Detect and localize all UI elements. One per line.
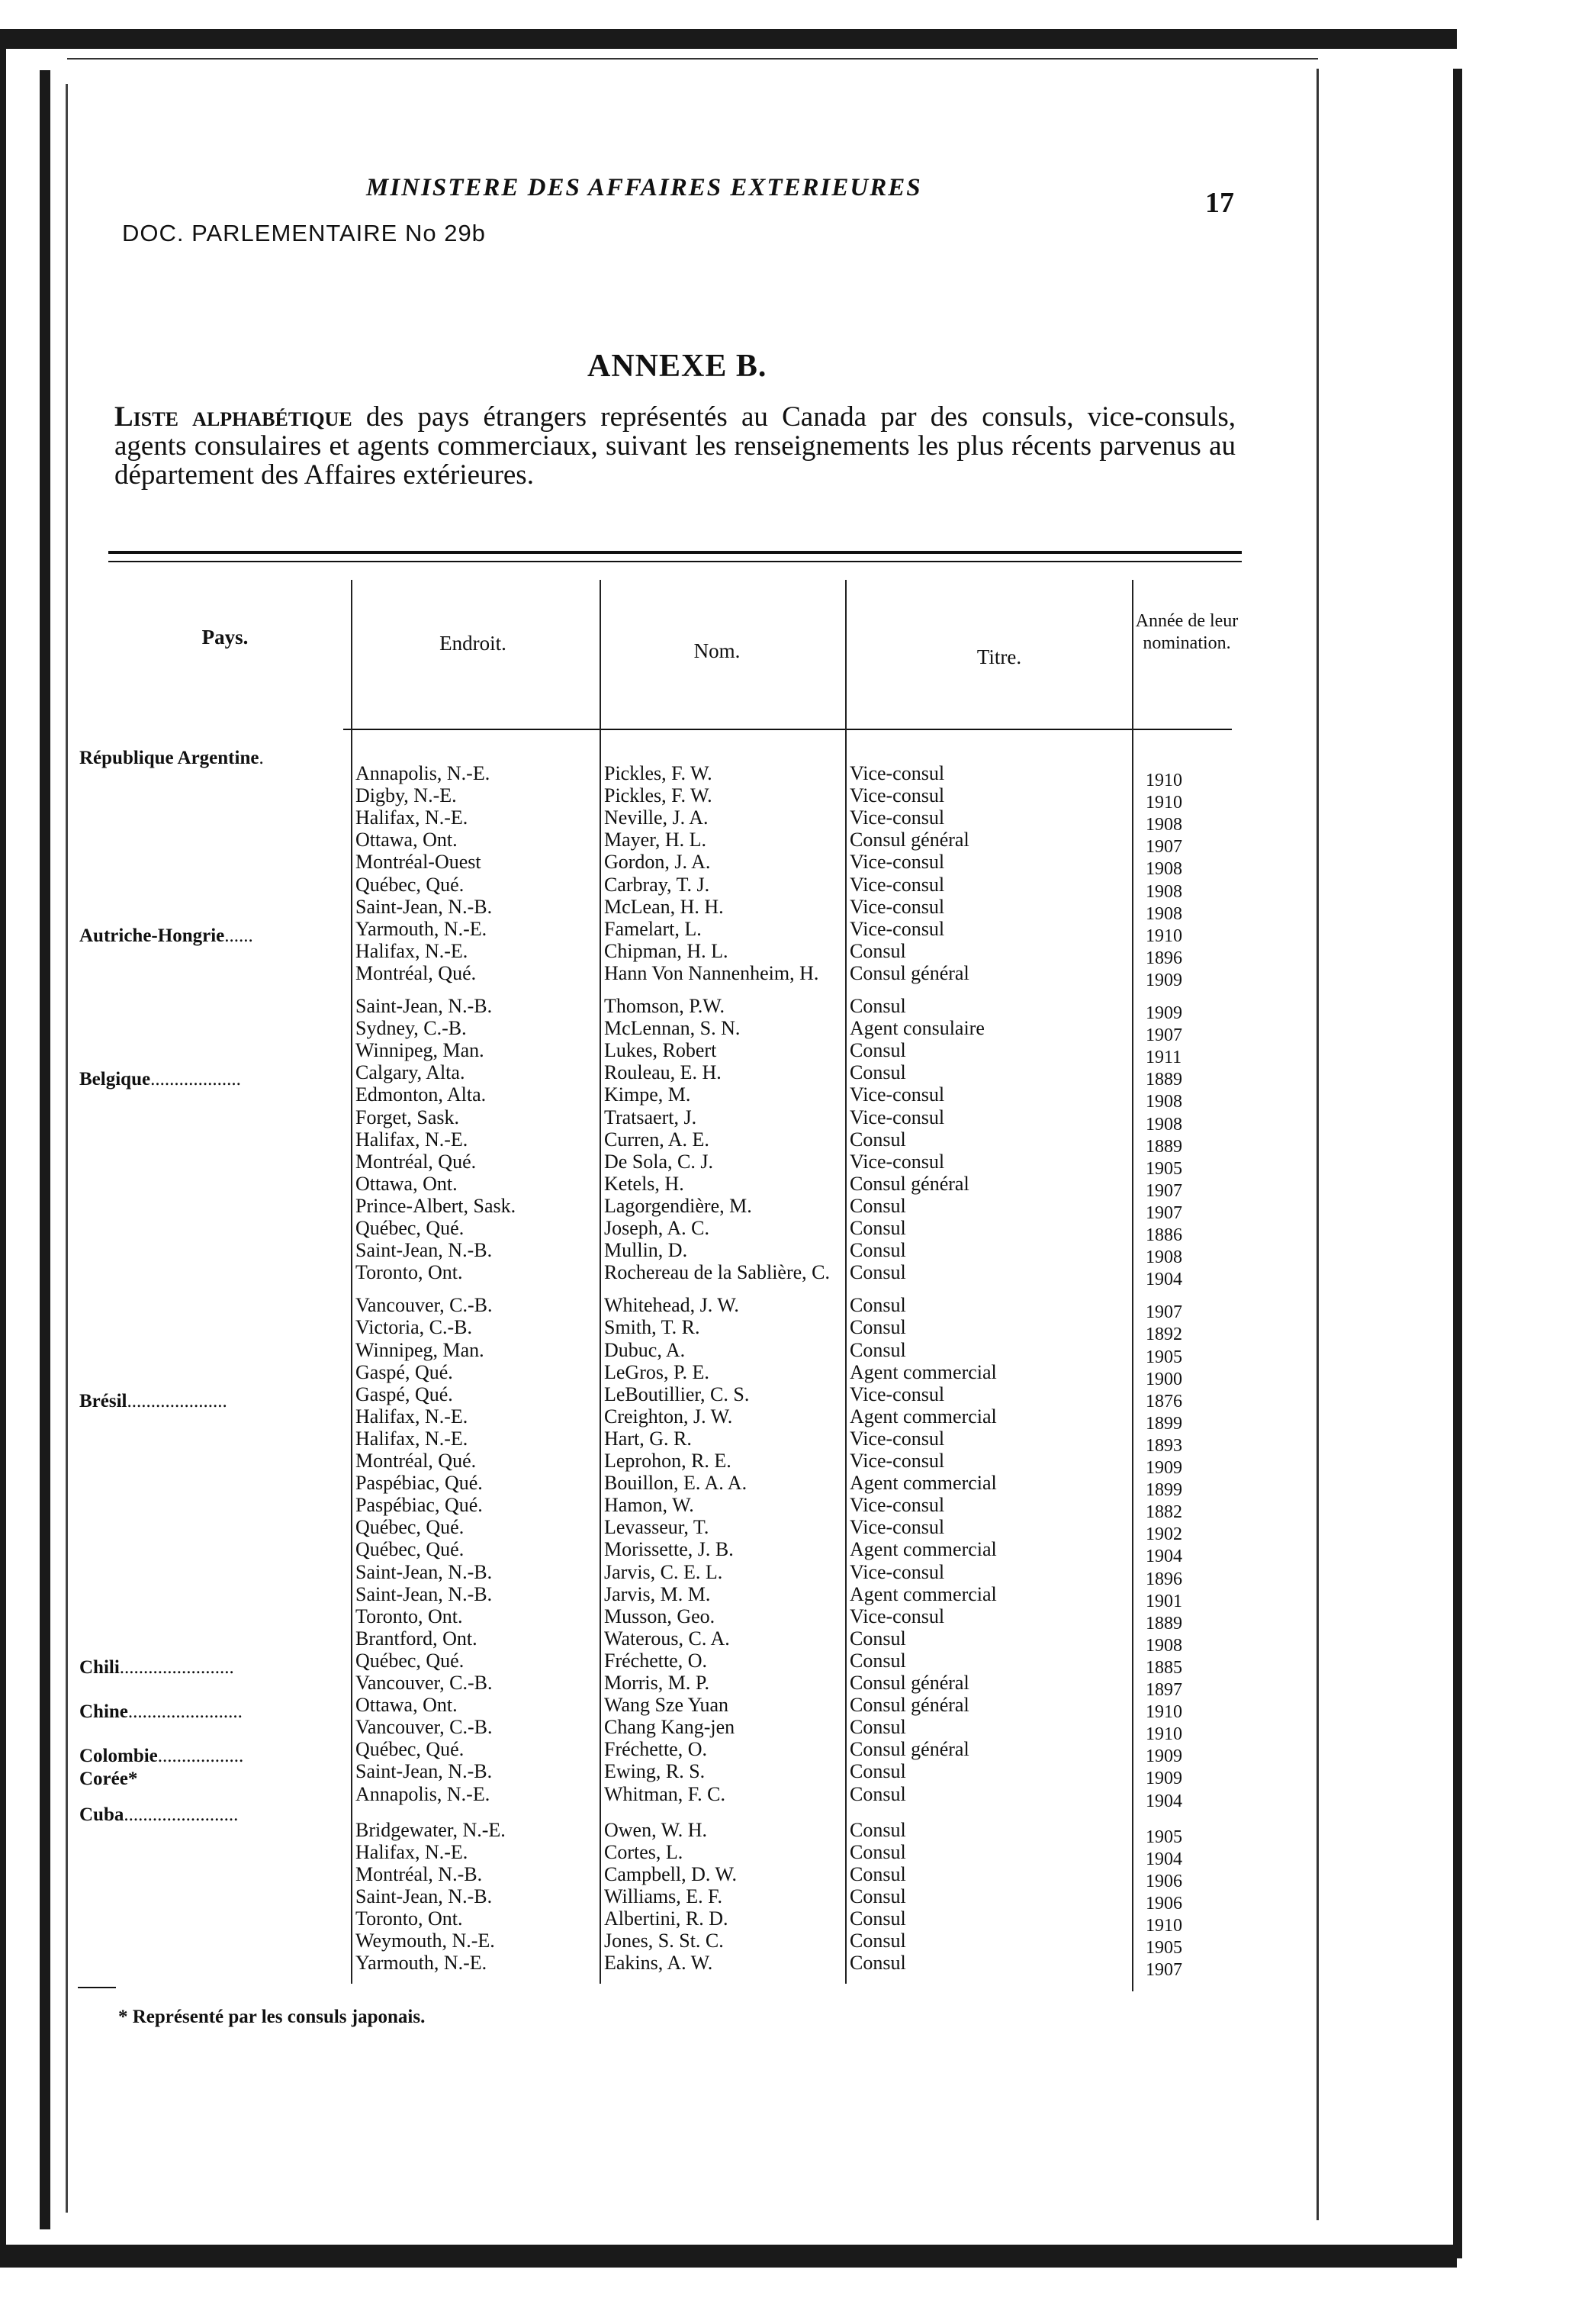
endroit-cell: Ottawa, Ont. bbox=[355, 1173, 458, 1195]
nom-cell: Hann Von Nannenheim, H. bbox=[604, 962, 819, 984]
country-name: Autriche-Hongrie bbox=[79, 925, 225, 946]
titre-cell: Consul bbox=[850, 1783, 906, 1805]
annee-cell: 1907 bbox=[1146, 1025, 1182, 1045]
nom-cell: Rouleau, E. H. bbox=[604, 1061, 722, 1083]
leader-dots: ........................ bbox=[119, 1657, 234, 1678]
nom-cell: Pickles, F. W. bbox=[604, 784, 712, 806]
endroit-cell: Toronto, Ont. bbox=[355, 1261, 463, 1283]
annee-cell: 1901 bbox=[1146, 1592, 1182, 1611]
nom-cell: Levasseur, T. bbox=[604, 1516, 709, 1538]
page-margin-line-left bbox=[66, 84, 68, 2213]
titre-cell: Vice-consul bbox=[850, 851, 945, 873]
page-number: 17 bbox=[1205, 187, 1234, 219]
titre-cell: Consul bbox=[850, 1907, 906, 1930]
endroit-cell: Brantford, Ont. bbox=[355, 1627, 477, 1650]
endroit-cell: Yarmouth, N.-E. bbox=[355, 918, 487, 940]
scan-border-left bbox=[0, 31, 6, 2266]
country-name: Colombie bbox=[79, 1746, 158, 1766]
nom-cell: Famelart, L. bbox=[604, 918, 702, 940]
annee-cell: 1908 bbox=[1146, 1636, 1182, 1656]
leader-dots: ........................ bbox=[127, 1701, 243, 1722]
nom-cell: Hart, G. R. bbox=[604, 1428, 692, 1450]
annee-cell: 1911 bbox=[1146, 1048, 1182, 1067]
endroit-cell: Québec, Qué. bbox=[355, 1738, 465, 1760]
leader-dots: ........................ bbox=[124, 1804, 239, 1825]
titre-cell: Vice-consul bbox=[850, 1450, 945, 1472]
nom-cell: Williams, E. F. bbox=[604, 1885, 723, 1907]
annee-cell: 1876 bbox=[1146, 1392, 1182, 1411]
nom-cell: Morris, M. P. bbox=[604, 1672, 709, 1694]
nom-cell: Lukes, Robert bbox=[604, 1039, 717, 1061]
titre-cell: Consul bbox=[850, 1841, 906, 1863]
annee-cell: 1896 bbox=[1146, 948, 1182, 968]
annee-cell: 1909 bbox=[1146, 1003, 1182, 1023]
titre-cell: Vice-consul bbox=[850, 762, 945, 784]
nom-cell: Morissette, J. B. bbox=[604, 1538, 734, 1560]
titre-cell: Consul bbox=[850, 1195, 906, 1217]
country-label bbox=[79, 1746, 243, 1767]
leader-dots: ................... bbox=[150, 1069, 241, 1090]
endroit-cell: Forget, Sask. bbox=[355, 1106, 460, 1128]
titre-cell: Consul bbox=[850, 1061, 906, 1083]
annee-cell: 1907 bbox=[1146, 1203, 1182, 1223]
annee-cell: 1904 bbox=[1146, 1791, 1182, 1811]
titre-cell: Consul bbox=[850, 1716, 906, 1738]
endroit-cell: Gaspé, Qué. bbox=[355, 1361, 453, 1383]
nom-cell: McLean, H. H. bbox=[604, 896, 724, 918]
endroit-cell: Saint-Jean, N.-B. bbox=[355, 1583, 493, 1605]
nom-cell: Eakins, A. W. bbox=[604, 1952, 713, 1974]
endroit-cell: Annapolis, N.-E. bbox=[355, 1783, 490, 1805]
footnote: * Représenté par les consuls japonais. bbox=[118, 2007, 426, 2027]
nom-cell: LeBoutillier, C. S. bbox=[604, 1383, 750, 1405]
nom-cell: Bouillon, E. A. A. bbox=[604, 1472, 747, 1494]
endroit-cell: Calgary, Alta. bbox=[355, 1061, 465, 1083]
annee-cell: 1908 bbox=[1146, 904, 1182, 924]
leader-dots: ..................... bbox=[127, 1391, 227, 1411]
country-name: Corée* bbox=[79, 1769, 138, 1789]
titre-cell: Agent commercial bbox=[850, 1583, 997, 1605]
annee-cell: 1889 bbox=[1146, 1614, 1182, 1634]
scan-border-bottom bbox=[0, 2245, 1457, 2268]
annee-cell: 1907 bbox=[1146, 837, 1182, 857]
annee-cell: 1900 bbox=[1146, 1370, 1182, 1389]
titre-cell: Agent commercial bbox=[850, 1405, 997, 1428]
titre-cell: Consul bbox=[850, 1217, 906, 1239]
annee-cell: 1906 bbox=[1146, 1894, 1182, 1914]
titre-cell: Consul bbox=[850, 1239, 906, 1261]
nom-cell: Carbray, T. J. bbox=[604, 874, 710, 896]
endroit-cell: Saint-Jean, N.-B. bbox=[355, 1885, 493, 1907]
footnote-rule bbox=[78, 1987, 116, 1988]
titre-cell: Consul bbox=[850, 1952, 906, 1974]
leader-dots: ...... bbox=[224, 925, 253, 946]
nom-cell: Curren, A. E. bbox=[604, 1128, 709, 1151]
titre-cell: Vice-consul bbox=[850, 1151, 945, 1173]
titre-cell: Vice-consul bbox=[850, 1605, 945, 1627]
country-name: Belgique bbox=[79, 1069, 151, 1090]
endroit-cell: Montréal, Qué. bbox=[355, 1151, 477, 1173]
nom-cell: Mayer, H. L. bbox=[604, 829, 706, 851]
country-name: Cuba bbox=[79, 1804, 124, 1825]
endroit-cell: Montréal, Qué. bbox=[355, 1450, 477, 1472]
endroit-cell: Montréal-Ouest bbox=[355, 851, 481, 873]
endroit-cell: Halifax, N.-E. bbox=[355, 1841, 468, 1863]
annee-cell: 1892 bbox=[1146, 1325, 1182, 1344]
endroit-cell: Annapolis, N.-E. bbox=[355, 762, 490, 784]
nom-cell: Waterous, C. A. bbox=[604, 1627, 730, 1650]
annee-cell: 1908 bbox=[1146, 1247, 1182, 1267]
annee-cell: 1897 bbox=[1146, 1680, 1182, 1700]
endroit-cell: Weymouth, N.-E. bbox=[355, 1930, 495, 1952]
endroit-cell: Québec, Qué. bbox=[355, 1516, 465, 1538]
endroit-cell: Québec, Qué. bbox=[355, 874, 465, 896]
annee-cell: 1893 bbox=[1146, 1436, 1182, 1456]
nom-cell: Dubuc, A. bbox=[604, 1339, 686, 1361]
titre-cell: Consul général bbox=[850, 829, 969, 851]
scan-border-top bbox=[0, 29, 1457, 49]
endroit-cell: Paspébiac, Qué. bbox=[355, 1494, 483, 1516]
country-label bbox=[79, 1069, 241, 1090]
table-top-rule bbox=[108, 551, 1242, 554]
annee-cell: 1909 bbox=[1146, 1746, 1182, 1766]
document-reference: DOC. PARLEMENTAIRE No 29b bbox=[122, 220, 486, 246]
table-top-rule-thin bbox=[108, 561, 1242, 562]
nom-cell: LeGros, P. E. bbox=[604, 1361, 709, 1383]
endroit-cell: Victoria, C.-B. bbox=[355, 1316, 472, 1338]
endroit-cell: Québec, Qué. bbox=[355, 1217, 465, 1239]
annex-title: ANNEXE B. bbox=[587, 349, 767, 384]
nom-cell: Hamon, W. bbox=[604, 1494, 694, 1516]
annee-cell: 1910 bbox=[1146, 926, 1182, 946]
annee-cell: 1882 bbox=[1146, 1502, 1182, 1522]
endroit-cell: Edmonton, Alta. bbox=[355, 1083, 487, 1106]
column-rule-3 bbox=[845, 580, 847, 1984]
endroit-cell: Toronto, Ont. bbox=[355, 1907, 463, 1930]
nom-cell: Wang Sze Yuan bbox=[604, 1694, 729, 1716]
annee-cell: 1905 bbox=[1146, 1827, 1182, 1847]
column-header-titre: Titre. bbox=[976, 645, 1022, 668]
annee-cell: 1909 bbox=[1146, 1769, 1182, 1788]
country-label bbox=[79, 1657, 234, 1679]
column-header-annee: Année de leur nomination. bbox=[1135, 611, 1239, 653]
annee-cell: 1908 bbox=[1146, 882, 1182, 902]
annee-cell: 1889 bbox=[1146, 1137, 1182, 1157]
endroit-cell: Yarmouth, N.-E. bbox=[355, 1952, 487, 1974]
annee-cell: 1886 bbox=[1146, 1225, 1182, 1245]
annee-cell: 1910 bbox=[1146, 1916, 1182, 1936]
nom-cell: Kimpe, M. bbox=[604, 1083, 691, 1106]
nom-cell: Owen, W. H. bbox=[604, 1819, 708, 1841]
nom-cell: Chang Kang-jen bbox=[604, 1716, 735, 1738]
nom-cell: Lagorgendière, M. bbox=[604, 1195, 752, 1217]
annee-cell: 1902 bbox=[1146, 1524, 1182, 1544]
annee-cell: 1907 bbox=[1146, 1302, 1182, 1322]
annee-cell: 1889 bbox=[1146, 1070, 1182, 1090]
endroit-cell: Vancouver, C.-B. bbox=[355, 1672, 493, 1694]
endroit-cell: Bridgewater, N.-E. bbox=[355, 1819, 506, 1841]
titre-cell: Consul général bbox=[850, 1694, 969, 1716]
titre-cell: Consul bbox=[850, 1760, 906, 1782]
annee-cell: 1909 bbox=[1146, 970, 1182, 990]
annee-cell: 1905 bbox=[1146, 1159, 1182, 1179]
annee-cell: 1896 bbox=[1146, 1569, 1182, 1589]
annee-cell: 1899 bbox=[1146, 1414, 1182, 1434]
titre-cell: Consul bbox=[850, 1627, 906, 1650]
titre-cell: Consul général bbox=[850, 1672, 969, 1694]
column-rule-4 bbox=[1132, 580, 1133, 1991]
page-margin-line-right bbox=[1317, 69, 1319, 2220]
titre-cell: Consul bbox=[850, 1294, 906, 1316]
titre-cell: Vice-consul bbox=[850, 918, 945, 940]
nom-cell: Rochereau de la Sablière, C. bbox=[604, 1261, 830, 1283]
titre-cell: Agent consulaire bbox=[850, 1017, 985, 1039]
country-label bbox=[79, 748, 264, 769]
annee-cell: 1904 bbox=[1146, 1270, 1182, 1289]
titre-cell: Consul bbox=[850, 1039, 906, 1061]
endroit-cell: Halifax, N.-E. bbox=[355, 1128, 468, 1151]
endroit-cell: Halifax, N.-E. bbox=[355, 940, 468, 962]
titre-cell: Consul bbox=[850, 1339, 906, 1361]
titre-cell: Vice-consul bbox=[850, 874, 945, 896]
nom-cell: Joseph, A. C. bbox=[604, 1217, 709, 1239]
titre-cell: Consul bbox=[850, 1261, 906, 1283]
nom-cell: Thomson, P.W. bbox=[604, 995, 725, 1017]
titre-cell: Vice-consul bbox=[850, 1083, 945, 1106]
intro-lead: Liste alphabétique bbox=[114, 401, 352, 433]
country-name: République Argentine bbox=[79, 748, 259, 768]
endroit-cell: Montréal, Qué. bbox=[355, 962, 477, 984]
titre-cell: Consul bbox=[850, 995, 906, 1017]
annee-cell: 1905 bbox=[1146, 1938, 1182, 1958]
annee-cell: 1909 bbox=[1146, 1458, 1182, 1478]
endroit-cell: Paspébiac, Qué. bbox=[355, 1472, 483, 1494]
titre-cell: Consul général bbox=[850, 962, 969, 984]
endroit-cell: Saint-Jean, N.-B. bbox=[355, 1239, 493, 1261]
country-label bbox=[79, 1701, 243, 1723]
nom-cell: Fréchette, O. bbox=[604, 1738, 708, 1760]
nom-cell: Mullin, D. bbox=[604, 1239, 688, 1261]
endroit-cell: Saint-Jean, N.-B. bbox=[355, 1760, 493, 1782]
nom-cell: Campbell, D. W. bbox=[604, 1863, 738, 1885]
country-label bbox=[79, 1391, 227, 1412]
titre-cell: Vice-consul bbox=[850, 1383, 945, 1405]
country-name: Chili bbox=[79, 1657, 120, 1678]
nom-cell: Fréchette, O. bbox=[604, 1650, 708, 1672]
titre-cell: Consul bbox=[850, 940, 906, 962]
nom-cell: Whitehead, J. W. bbox=[604, 1294, 739, 1316]
nom-cell: Ketels, H. bbox=[604, 1173, 684, 1195]
country-name: Chine bbox=[79, 1701, 128, 1722]
annee-cell: 1910 bbox=[1146, 1724, 1182, 1744]
nom-cell: Cortes, L. bbox=[604, 1841, 683, 1863]
annee-cell: 1905 bbox=[1146, 1347, 1182, 1367]
leader-dots: .................. bbox=[157, 1746, 244, 1766]
endroit-cell: Québec, Qué. bbox=[355, 1538, 465, 1560]
annee-cell: 1910 bbox=[1146, 793, 1182, 813]
endroit-cell: Vancouver, C.-B. bbox=[355, 1716, 493, 1738]
endroit-cell: Prince-Albert, Sask. bbox=[355, 1195, 516, 1217]
titre-cell: Consul bbox=[850, 1863, 906, 1885]
endroit-cell: Halifax, N.-E. bbox=[355, 1405, 468, 1428]
annee-cell: 1908 bbox=[1146, 815, 1182, 835]
titre-cell: Consul bbox=[850, 1650, 906, 1672]
nom-cell: Jones, S. St. C. bbox=[604, 1930, 724, 1952]
nom-cell: De Sola, C. J. bbox=[604, 1151, 713, 1173]
nom-cell: Creighton, J. W. bbox=[604, 1405, 733, 1428]
annee-cell: 1908 bbox=[1146, 1092, 1182, 1112]
annee-cell: 1904 bbox=[1146, 1547, 1182, 1566]
titre-cell: Vice-consul bbox=[850, 1428, 945, 1450]
column-header-pays: Pays. bbox=[201, 626, 249, 649]
endroit-cell: Ottawa, Ont. bbox=[355, 829, 458, 851]
titre-cell: Vice-consul bbox=[850, 1516, 945, 1538]
header-rule bbox=[343, 729, 1232, 730]
page-edge-right bbox=[1453, 69, 1462, 2258]
titre-cell: Vice-consul bbox=[850, 806, 945, 829]
endroit-cell: Saint-Jean, N.-B. bbox=[355, 1561, 493, 1583]
page-edge-left bbox=[40, 70, 50, 2229]
nom-cell: Chipman, H. L. bbox=[604, 940, 728, 962]
nom-cell: Jarvis, C. E. L. bbox=[604, 1561, 723, 1583]
titre-cell: Vice-consul bbox=[850, 1106, 945, 1128]
titre-cell: Consul bbox=[850, 1316, 906, 1338]
endroit-cell: Toronto, Ont. bbox=[355, 1605, 463, 1627]
annee-cell: 1885 bbox=[1146, 1658, 1182, 1678]
titre-cell: Consul bbox=[850, 1930, 906, 1952]
annee-cell: 1904 bbox=[1146, 1849, 1182, 1869]
endroit-cell: Winnipeg, Man. bbox=[355, 1339, 484, 1361]
annee-cell: 1907 bbox=[1146, 1960, 1182, 1980]
titre-cell: Vice-consul bbox=[850, 896, 945, 918]
country-name: Brésil bbox=[79, 1391, 127, 1411]
nom-cell: Ewing, R. S. bbox=[604, 1760, 706, 1782]
nom-cell: Pickles, F. W. bbox=[604, 762, 712, 784]
running-title: MINISTERE DES AFFAIRES EXTERIEURES bbox=[366, 174, 922, 201]
endroit-cell: Gaspé, Qué. bbox=[355, 1383, 453, 1405]
titre-cell: Consul bbox=[850, 1128, 906, 1151]
endroit-cell: Halifax, N.-E. bbox=[355, 806, 468, 829]
titre-cell: Vice-consul bbox=[850, 784, 945, 806]
column-header-nom: Nom. bbox=[693, 639, 741, 662]
column-header-endroit: Endroit. bbox=[439, 632, 506, 655]
endroit-cell: Québec, Qué. bbox=[355, 1650, 465, 1672]
titre-cell: Consul général bbox=[850, 1738, 969, 1760]
column-rule-2 bbox=[600, 580, 601, 1984]
endroit-cell: Winnipeg, Man. bbox=[355, 1039, 484, 1061]
nom-cell: Tratsaert, J. bbox=[604, 1106, 697, 1128]
nom-cell: Whitman, F. C. bbox=[604, 1783, 725, 1805]
annee-cell: 1907 bbox=[1146, 1181, 1182, 1201]
titre-cell: Consul général bbox=[850, 1173, 969, 1195]
nom-cell: Jarvis, M. M. bbox=[604, 1583, 711, 1605]
country-label bbox=[79, 925, 253, 947]
titre-cell: Vice-consul bbox=[850, 1561, 945, 1583]
nom-cell: Leprohon, R. E. bbox=[604, 1450, 731, 1472]
annee-cell: 1910 bbox=[1146, 1702, 1182, 1722]
annee-cell: 1899 bbox=[1146, 1480, 1182, 1500]
endroit-cell: Vancouver, C.-B. bbox=[355, 1294, 493, 1316]
column-rule-1 bbox=[351, 580, 352, 1984]
nom-cell: McLennan, S. N. bbox=[604, 1017, 741, 1039]
annee-cell: 1910 bbox=[1146, 771, 1182, 790]
endroit-cell: Halifax, N.-E. bbox=[355, 1428, 468, 1450]
annee-cell: 1908 bbox=[1146, 859, 1182, 879]
titre-cell: Consul bbox=[850, 1819, 906, 1841]
endroit-cell: Ottawa, Ont. bbox=[355, 1694, 458, 1716]
titre-cell: Agent commercial bbox=[850, 1538, 997, 1560]
nom-cell: Gordon, J. A. bbox=[604, 851, 711, 873]
endroit-cell: Digby, N.-E. bbox=[355, 784, 457, 806]
annee-cell: 1906 bbox=[1146, 1872, 1182, 1891]
annee-cell: 1908 bbox=[1146, 1115, 1182, 1135]
nom-cell: Neville, J. A. bbox=[604, 806, 709, 829]
country-label bbox=[79, 1769, 137, 1790]
endroit-cell: Saint-Jean, N.-B. bbox=[355, 896, 493, 918]
country-label bbox=[79, 1804, 238, 1826]
endroit-cell: Sydney, C.-B. bbox=[355, 1017, 467, 1039]
endroit-cell: Saint-Jean, N.-B. bbox=[355, 995, 493, 1017]
intro-text: des pays étrangers représentés au Canada par des consuls, vice-consuls, agents consulaires et agents commerciaux, suivant les renseignements les plus récents parvenus au département des Affaires extérieures. bbox=[114, 401, 1236, 491]
nom-cell: Musson, Geo. bbox=[604, 1605, 715, 1627]
titre-cell: Agent commercial bbox=[850, 1472, 997, 1494]
titre-cell: Consul bbox=[850, 1885, 906, 1907]
endroit-cell: Montréal, N.-B. bbox=[355, 1863, 483, 1885]
titre-cell: Vice-consul bbox=[850, 1494, 945, 1516]
page-margin-line-top bbox=[67, 58, 1318, 60]
intro-paragraph bbox=[114, 403, 1236, 490]
nom-cell: Albertini, R. D. bbox=[604, 1907, 728, 1930]
nom-cell: Smith, T. R. bbox=[604, 1316, 700, 1338]
leader-dots: . bbox=[259, 748, 264, 768]
titre-cell: Agent commercial bbox=[850, 1361, 997, 1383]
